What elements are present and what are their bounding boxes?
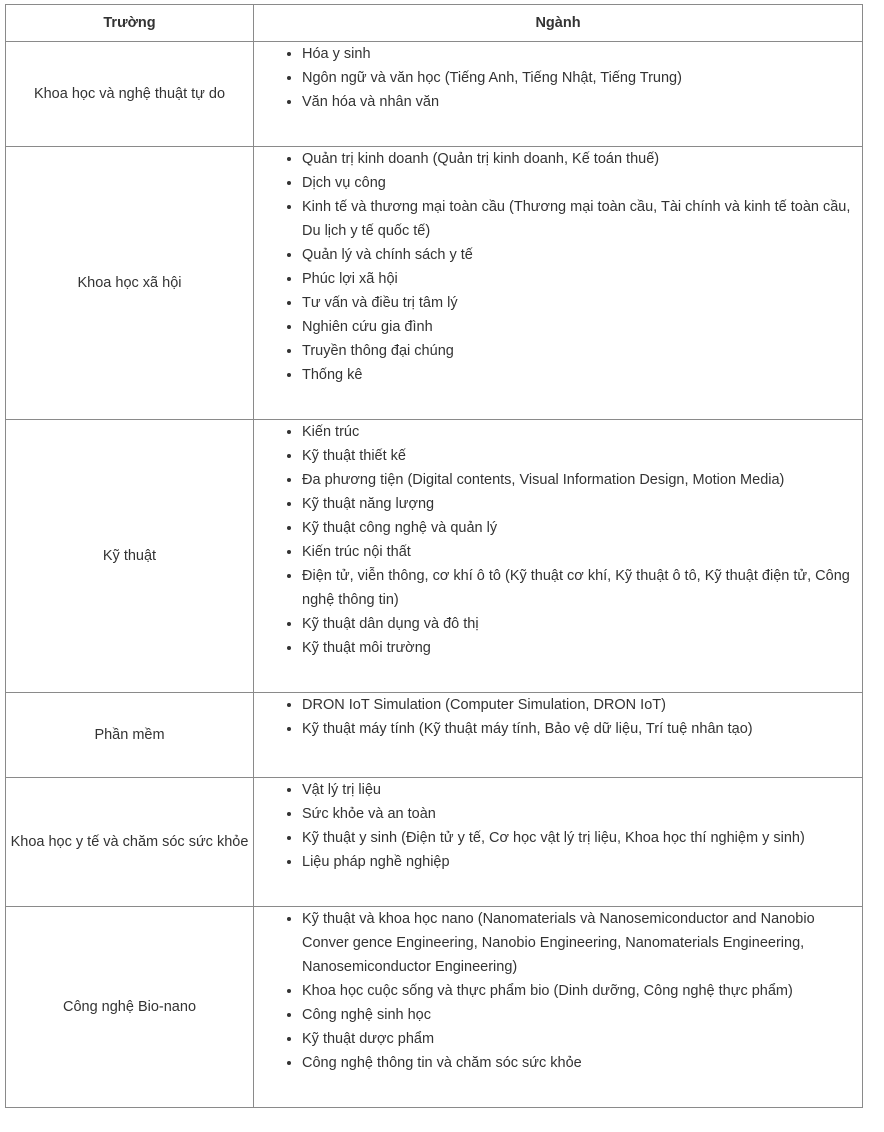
majors-list — [254, 147, 862, 387]
majors-list — [254, 42, 862, 114]
majors-cell — [254, 147, 863, 420]
school-name: Khoa học y tế và chăm sóc sức khỏe — [6, 778, 254, 907]
major-item: • Văn hóa và nhân văn — [302, 90, 862, 114]
schools-majors-table — [5, 4, 863, 1108]
school-name: Kỹ thuật — [6, 420, 254, 693]
major-item: • Quản trị kinh doanh (Quản trị kinh doanh, Kế toán thuế) — [302, 147, 862, 171]
major-item: • Kỹ thuật môi trường — [302, 636, 862, 660]
majors-list — [254, 693, 862, 741]
school-name: Phần mềm — [6, 693, 254, 778]
major-item: • Kỹ thuật và khoa học nano (Nanomaterials và Nanosemiconductor and Nanobio Conver gence Engineering, Nanobio Engineering, Nanomaterials Engineering, Nanosemiconductor Engineering) — [302, 907, 862, 979]
major-item: • Kỹ thuật dân dụng và đô thị — [302, 612, 862, 636]
school-name: Khoa học và nghệ thuật tự do — [6, 42, 254, 147]
major-item: • Kỹ thuật năng lượng — [302, 492, 862, 516]
major-item: • Kỹ thuật thiết kế — [302, 444, 862, 468]
major-item: • Kiến trúc nội thất — [302, 540, 862, 564]
table-row — [6, 420, 863, 693]
table-row — [6, 907, 863, 1108]
major-item: • Truyền thông đại chúng — [302, 339, 862, 363]
school-name: Công nghệ Bio-nano — [6, 907, 254, 1108]
majors-cell — [254, 693, 863, 778]
majors-list — [254, 420, 862, 660]
major-item: • Liệu pháp nghề nghiệp — [302, 850, 862, 874]
table-header-row — [6, 5, 863, 42]
major-item: • Tư vấn và điều trị tâm lý — [302, 291, 862, 315]
header-school: Trường — [6, 5, 254, 42]
majors-cell — [254, 420, 863, 693]
major-item: • Nghiên cứu gia đình — [302, 315, 862, 339]
table-row — [6, 147, 863, 420]
major-item: • Kỹ thuật máy tính (Kỹ thuật máy tính, Bảo vệ dữ liệu, Trí tuệ nhân tạo) — [302, 717, 862, 741]
major-item: • Kinh tế và thương mại toàn cầu (Thương mại toàn cầu, Tài chính và kinh tế toàn cầu, Du lịch y tế quốc tế) — [302, 195, 862, 243]
major-item: • Kỹ thuật công nghệ và quản lý — [302, 516, 862, 540]
major-item: • Hóa y sinh — [302, 42, 862, 66]
major-item: • Ngôn ngữ và văn học (Tiếng Anh, Tiếng Nhật, Tiếng Trung) — [302, 66, 862, 90]
major-item: • Kỹ thuật dược phẩm — [302, 1027, 862, 1051]
majors-list — [254, 778, 862, 874]
major-item: • Phúc lợi xã hội — [302, 267, 862, 291]
table-row — [6, 778, 863, 907]
majors-cell — [254, 907, 863, 1108]
school-name: Khoa học xã hội — [6, 147, 254, 420]
table-row — [6, 693, 863, 778]
table-row — [6, 42, 863, 147]
major-item: • Sức khỏe và an toàn — [302, 802, 862, 826]
major-item: • Đa phương tiện (Digital contents, Visual Information Design, Motion Media) — [302, 468, 862, 492]
majors-cell — [254, 42, 863, 147]
major-item: • Dịch vụ công — [302, 171, 862, 195]
major-item: • Công nghệ sinh học — [302, 1003, 862, 1027]
majors-cell — [254, 778, 863, 907]
major-item: • Điện tử, viễn thông, cơ khí ô tô (Kỹ thuật cơ khí, Kỹ thuật ô tô, Kỹ thuật điện tử, Công nghệ thông tin) — [302, 564, 862, 612]
major-item: • DRON IoT Simulation (Computer Simulation, DRON IoT) — [302, 693, 862, 717]
major-item: • Thống kê — [302, 363, 862, 387]
major-item: • Quản lý và chính sách y tế — [302, 243, 862, 267]
major-item: • Kiến trúc — [302, 420, 862, 444]
major-item: • Công nghệ thông tin và chăm sóc sức khỏe — [302, 1051, 862, 1075]
major-item: • Kỹ thuật y sinh (Điện tử y tế, Cơ học vật lý trị liệu, Khoa học thí nghiệm y sinh) — [302, 826, 862, 850]
major-item: • Vật lý trị liệu — [302, 778, 862, 802]
major-item: • Khoa học cuộc sống và thực phẩm bio (Dinh dưỡng, Công nghệ thực phẩm) — [302, 979, 862, 1003]
majors-list — [254, 907, 862, 1075]
header-majors: Ngành — [254, 5, 863, 42]
